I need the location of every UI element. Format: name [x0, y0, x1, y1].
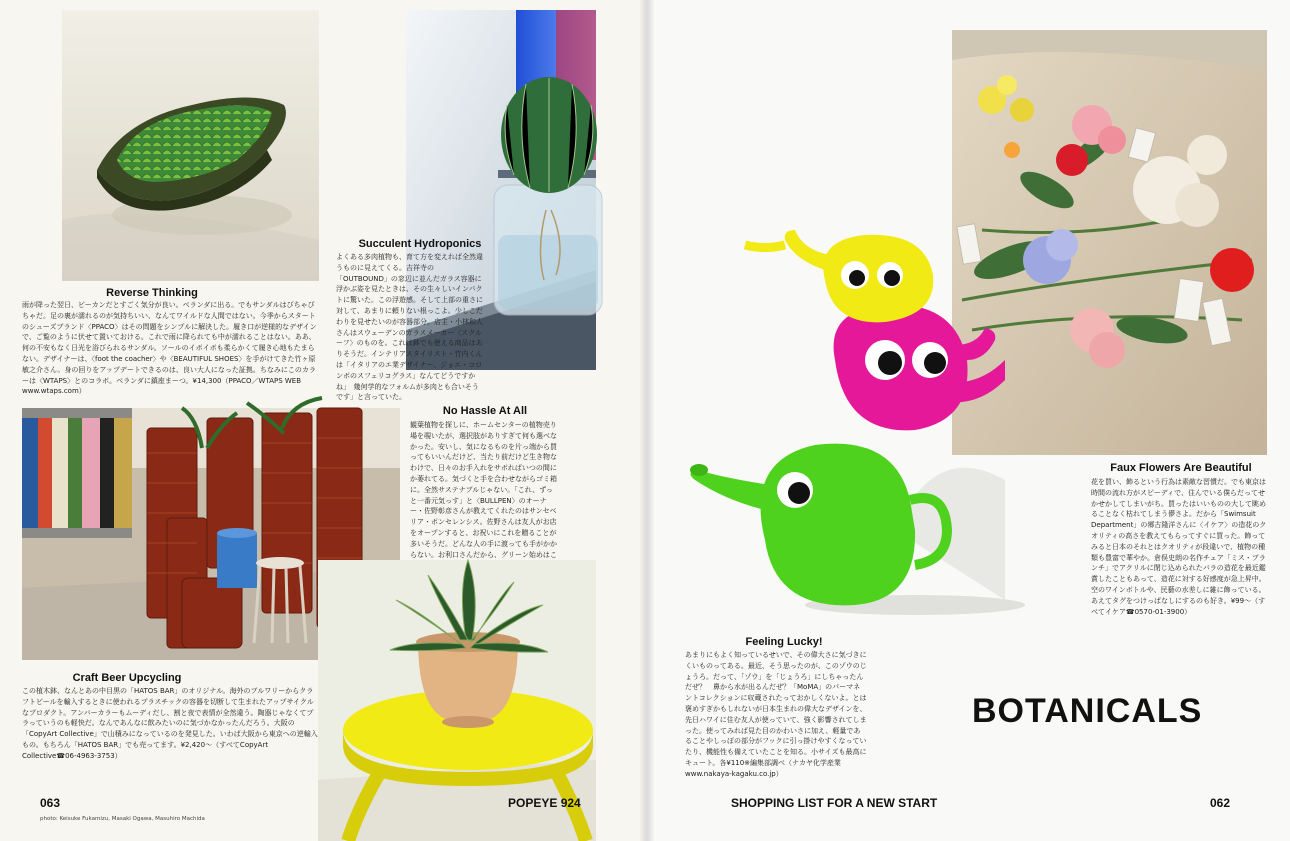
faux-flowers-body: 花を買い、飾るという行為は素敵な習慣だ。でも東京は時間の流れ方がスピーディで、住んでいる僕らだってせかせかしてしまいがち。買ったはいいものの大して眺めることなく枯れてしまう儚さよ。だから「Swimsuit Department」の郷古隆洋さんに〈イケア〉の造花のクオリティの高さを教えてもらってすぐに買った。飾ってみると日本のそれとはクオリティが段違いで、植物の種類も豊富で華やか。倉俣史朗の名作チェア「ミス・ブランチ」でアクリルに閉じ込められたバラの造花を最近鑑賞したこともあって、造花に対する好感度が急上昇中。空のワインボトルや、民藝の水差しに雑に飾っている。あえてタグをつけっぱなしにするのも好き。¥99〜（すべてイケア☎0570-01-3900）: [1091, 478, 1267, 616]
craft-beer-body: この植木鉢、なんとあの中目黒の「HATOS BAR」のオリジナル。海外のブルワリーからクラフトビールを輸入するときに使われるプラスチックの容器を切断して生まれたアップサイクルなプロダクト。アンバーカラーもムーディだし、割と夜で表情が全然違う。陶器じゃなくてプラっていうのも軽快だ。なんであんなに飲みたいのに気づかなかったんだろう。大阪の「CopyArt Collective」で山積みになっているのを発見した。いわば大阪から東京への逆輸入もの。もちろん「HATOS BAR」でも売ってます。¥2,420〜（すべてCopyArt Collective☎06-4963-3753）: [22, 687, 318, 760]
reverse-thinking-heading: Reverse Thinking: [106, 287, 198, 299]
photo-credit: photo: Keisuke Fukamizu, Masaki Ogawa, Masuhiro Machida: [40, 816, 205, 822]
spread-gutter: [640, 0, 654, 841]
faux-flowers-heading: Faux Flowers Are Beautiful: [1110, 462, 1252, 474]
botanicals-title: BOTANICALS: [972, 692, 1203, 730]
reverse-thinking-body: 雨が降った翌日、ビーカンだとすごく気分が良い。ベランダに出る。でもサンダルはびちゃびちゃだ。足の裏が濡れるのが気持ちいい、なんてワイルドな人間ではない。今季からスタートのシューズブランド〈PPACO〉はその問題をシンプルに解決した。履き口が逆様的なデザインで、ご覧のように伏せて置いておける。これで雨に降られても中が濡れることはない。ああ、何の不安もなく日光を浴びられるサンダル。ソールのイボイボも柔らかくて履き心地もたまらない。デザイナーは、〈foot the coacher〉や〈BEAUTIFUL SHOES〉を手がけてきた竹ヶ原敏之介さん。身の回りをアップデートできるのは、良い大人になった証拠。ちなみにこのカラーは〈WTAPS〉とのコラボ。ベランダに鎮座まーつ。¥14,300（PPACO／WTAPS WEB www.wtaps.com）: [22, 301, 317, 396]
succulent-hydroponics-heading: Succulent Hydroponics: [358, 238, 482, 250]
succulent-hydroponics-body: よくある多肉植物も、育て方を変えれば全然違うものに見えてくる。吉祥寺の「OUTBOUND」の窓辺に並んだガラス容器に浮かぶ姿を見たときは、その生々しいインパクトに驚いた。この浮遊感。そして上部の重さに対して、あまりに頼りない根っこよ。少しこだわりを見せたいのが容器部分。店主・小林和人さんはスウェーデンのガラスメーカー〈スクルーフ〉のものを。これは鉢でも使える商品はありそうだ。インテリアスタイリスト・竹内くんは「イタリアのエ業デザイナー、ジョエ・コロンボのスフェリコグラス」なんてどうですかね」 幾何学的なフォルムが多肉とも合いそうです」と言っていた。: [336, 253, 483, 402]
folio-left-number: 063: [40, 796, 61, 810]
folio-right-number: 062: [1210, 796, 1231, 810]
feeling-lucky-body: あまりにもよく知っているせいで、その偉大さに気づきにくいものってある。最近、そう思ったのが、このゾウのじょうろ。だって、「ゾウ」を「じょうろ」にしちゃったんだぜ？ 鼻から水が出るんだぜ？「MoMA」のパーマネントコレクションに収蔵されたっておかしくないよ。とは褒めすぎかもしれないが日本生まれの偉大なデザインを、先日ハワイに住む友人が使っていて、強く影響されてしまった。使ってみれば見た目のかわいさに加え、軽量であることやしっぽの部分がフックに引っ掛けやすくなっていたり、機能性も備えていたことを知る。小サイズも最高にキュート。各¥110※編集部調べ（ナカヤ化学産業 www.nakaya-kagaku.co.jp）: [685, 651, 867, 778]
no-hassle-body: 観葉植物を探しに、ホームセンターの植物売り場を覗いたが、選択肢がありすぎて何も選べなかった。安いし、気になるものを片っ端から買ってもいいんだけど、当たり前だけど生き物なわけで、日々のお手入れをサボればいつの間にか萎れてる。気づくと手を合わせながらゴミ箱に。全然サステナブルじゃない。「これ、ずっと一番元気っす」と〈BULLPEN〉のオーナー・佐野彰彦さんが教えてくれたのはサンセベリア・ボンセレンシス。佐野さんは友人がお店をオープンすると、お祝いにこれを贈ることが多いそうだ。どんな人の手に渡っても手がかからない。お利口さんだから、グリーン始めはこ: [410, 421, 557, 559]
folio-issue: POPEYE 924: [508, 796, 581, 810]
feeling-lucky-heading: Feeling Lucky!: [745, 636, 823, 648]
running-title: SHOPPING LIST FOR A NEW START: [731, 796, 938, 810]
elephant-watering-cans-photo: [685, 60, 1005, 620]
sandal-photo: [62, 10, 319, 281]
right-page: [645, 0, 1290, 841]
craft-beer-heading: Craft Beer Upcycling: [72, 672, 182, 684]
no-hassle-heading: No Hassle At All: [442, 405, 528, 417]
